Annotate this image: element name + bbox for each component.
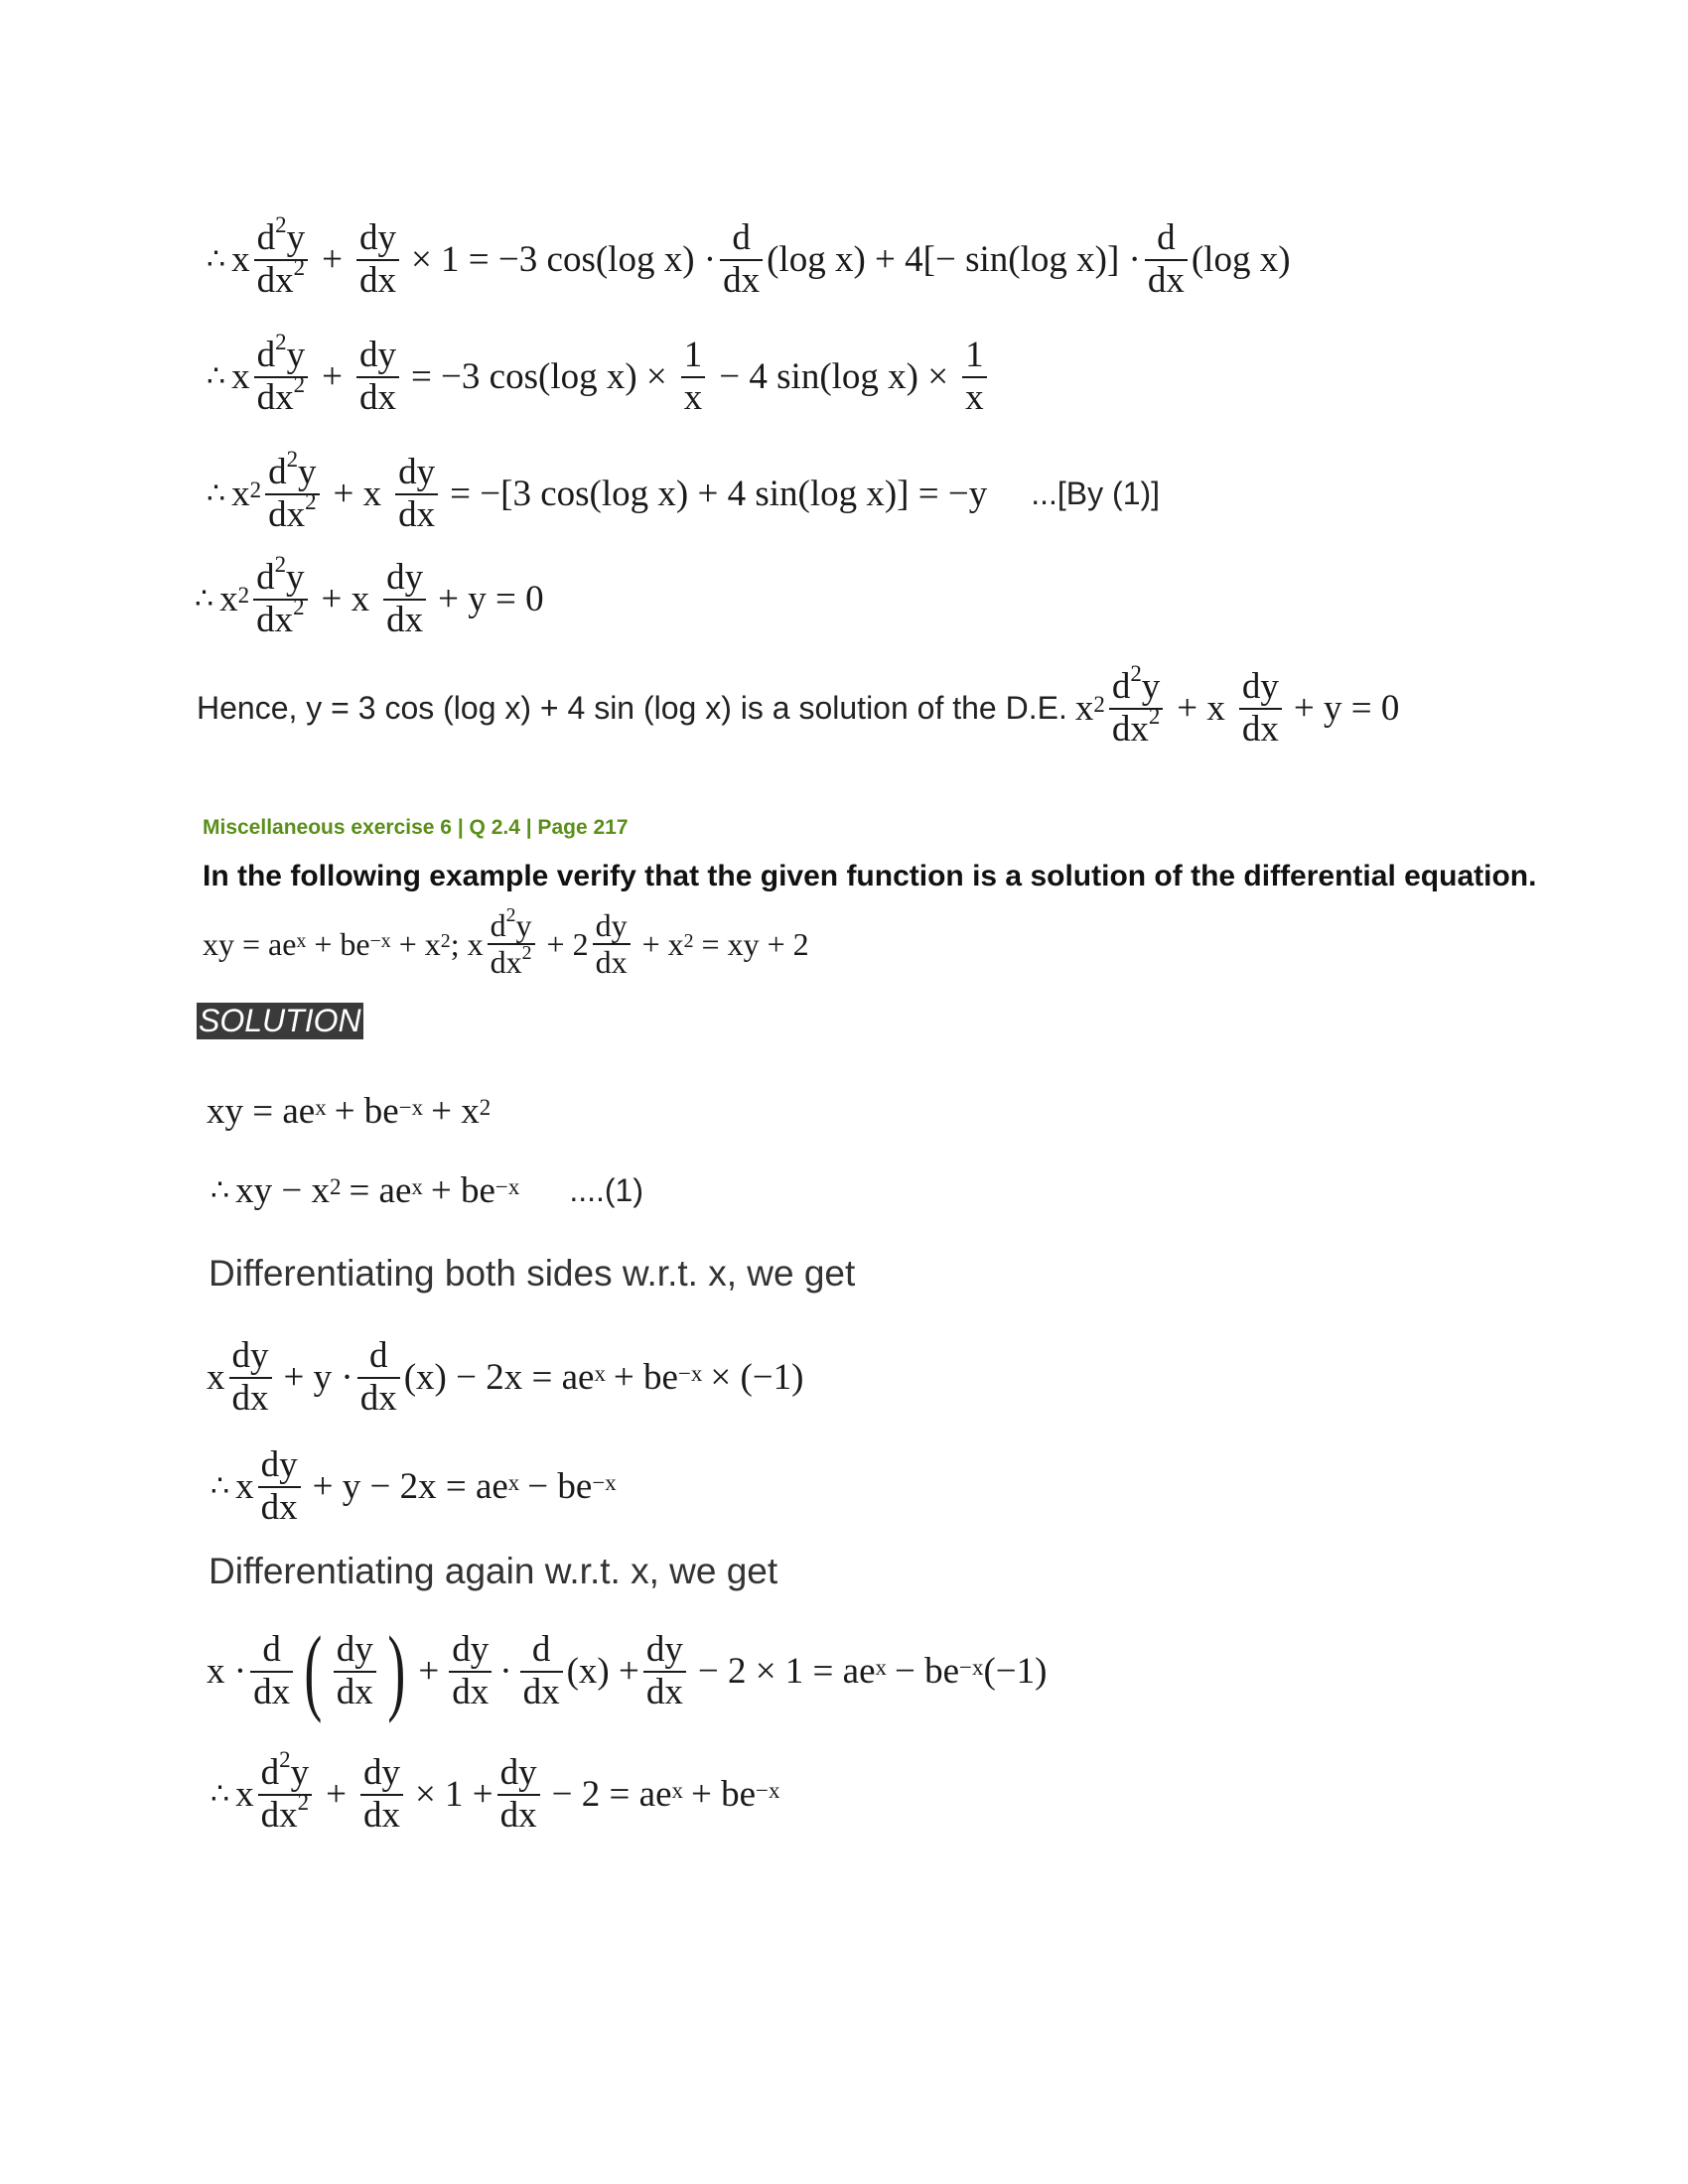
fraction-dy-dx bbox=[356, 336, 399, 418]
frac-den: dx bbox=[395, 493, 438, 536]
expression-text: ; x bbox=[450, 925, 484, 962]
expression-text: · bbox=[499, 1651, 512, 1693]
expression-text: + bbox=[326, 1774, 347, 1816]
expression-text: − 2 × 1 = ae bbox=[697, 1651, 876, 1693]
frac-num: d bbox=[268, 452, 287, 492]
expression-text: = xy + 2 bbox=[701, 925, 809, 962]
conclusion-text: Hence, y = 3 cos (log x) + 4 sin (log x) is a solution of the D.E. bbox=[197, 690, 1067, 727]
expression-text: + y · bbox=[283, 1357, 353, 1399]
frac-num: d bbox=[256, 335, 276, 375]
frac-den: dx bbox=[1145, 259, 1188, 302]
expression-text: + x bbox=[398, 925, 441, 962]
frac-num: dy bbox=[362, 1752, 400, 1793]
frac-num: dy bbox=[358, 335, 396, 375]
var-x: x bbox=[207, 1357, 225, 1399]
expression-text: xy = ae bbox=[203, 925, 297, 962]
expression-text: − 4 sin(log x) × bbox=[719, 356, 949, 398]
expression-text: + be bbox=[613, 1357, 678, 1399]
frac-den: dx bbox=[229, 1377, 272, 1420]
expression-text: + y = 0 bbox=[438, 579, 544, 620]
expression-text: − 2 = ae bbox=[551, 1774, 672, 1816]
exponent: 2 bbox=[275, 212, 287, 238]
exponent: 2 bbox=[293, 371, 306, 397]
exponent: 2 bbox=[521, 941, 532, 964]
plus-sign: + bbox=[322, 356, 343, 398]
solution-line-4: ∴ x $\frac{dy}{dx}$ + y − 2x = ae $^x$ − be $^{-x}$ bbox=[211, 1444, 617, 1528]
frac-den: dx bbox=[449, 1671, 492, 1713]
step-text-2: Differentiating again w.r.t. x, we get bbox=[209, 1551, 778, 1591]
exponent: 2 bbox=[505, 904, 516, 927]
expression-text: + be bbox=[334, 1091, 399, 1132]
frac-den: dx bbox=[497, 1794, 540, 1837]
fraction-dy-dx bbox=[334, 1630, 376, 1712]
expression-text: + 2 bbox=[546, 925, 589, 962]
frac-num: d bbox=[262, 1629, 281, 1670]
frac-num: d bbox=[732, 217, 751, 258]
equation-number: ....(1) bbox=[569, 1172, 643, 1208]
expression-text: + be bbox=[314, 925, 370, 962]
exponent: 2 bbox=[286, 447, 299, 473]
fraction-dy-dx bbox=[593, 908, 631, 980]
fraction-dy-dx bbox=[449, 1630, 492, 1712]
frac-den: dx bbox=[383, 599, 426, 641]
frac-den: dx bbox=[256, 259, 294, 301]
fraction-1-x bbox=[681, 336, 706, 418]
var-x: x bbox=[1074, 688, 1094, 730]
frac-num-end: y bbox=[1141, 666, 1161, 707]
plus-x: + x bbox=[333, 474, 382, 515]
equation-line-1 bbox=[207, 212, 1291, 301]
fraction-d2y-dx2 bbox=[1109, 661, 1163, 750]
var-x: x bbox=[219, 579, 238, 620]
exponent: 2 bbox=[1148, 703, 1161, 729]
frac-den: dx bbox=[256, 599, 294, 640]
expression-text: = ae bbox=[349, 1170, 412, 1211]
exponent: 2 bbox=[293, 594, 305, 619]
frac-num: dy bbox=[336, 1629, 373, 1670]
frac-num: dy bbox=[595, 907, 628, 943]
frac-num-end: y bbox=[298, 452, 317, 492]
plus-x: + x bbox=[321, 579, 370, 620]
therefore-symbol: ∴ bbox=[207, 478, 226, 511]
frac-den: dx bbox=[520, 1671, 563, 1713]
var-x: x bbox=[231, 239, 250, 281]
question-text: In the following example verify that the given function is a solution of the differential equation. bbox=[203, 860, 1537, 892]
expression-text: + be bbox=[430, 1170, 495, 1211]
frac-num: 1 bbox=[683, 335, 703, 375]
step-text-1: Differentiating both sides w.r.t. x, we get bbox=[209, 1253, 856, 1294]
therefore-symbol: ∴ bbox=[211, 1174, 230, 1207]
fraction-1-x bbox=[962, 336, 987, 418]
therefore-symbol: ∴ bbox=[207, 243, 226, 277]
frac-num: dy bbox=[386, 557, 424, 598]
frac-den: dx bbox=[356, 376, 399, 419]
expression-text: xy = ae bbox=[207, 1091, 316, 1132]
frac-den: dx bbox=[360, 1794, 403, 1837]
frac-num-end: y bbox=[286, 557, 305, 598]
frac-num: d bbox=[368, 1335, 388, 1376]
expression-text: + x bbox=[641, 925, 684, 962]
reference-note: ...[By (1)] bbox=[1031, 476, 1161, 512]
expression-text: (x) − 2x = ae bbox=[403, 1357, 595, 1399]
frac-den: dx bbox=[260, 1794, 298, 1836]
frac-den: dx bbox=[643, 1671, 686, 1713]
expression-text: + x bbox=[431, 1091, 480, 1132]
left-paren: ( bbox=[304, 1617, 323, 1725]
expression-text: xy − x bbox=[235, 1170, 330, 1211]
equation-line-2 bbox=[207, 330, 1001, 418]
expression-text: (−1) bbox=[983, 1651, 1048, 1693]
expression-text: (log x) + 4[− sin(log x)] · bbox=[767, 239, 1141, 281]
frac-den: dx bbox=[268, 493, 306, 535]
solution-line-1: xy = ae $^x$ + be $^{-x}$ + x $^2$ bbox=[207, 1091, 492, 1132]
solution-line-5: x · $\frac{d}{dx}$ ( $\frac{dy}{dx}$ ) + $\frac{dy}{dx}$ · $\frac{d}{dx}$ (x) + $\frac{dy}{dx}$ − 2 × 1 = ae $^x$ − be $^{-x}$ (−1) bbox=[207, 1617, 1048, 1725]
frac-num: d bbox=[256, 217, 276, 258]
var-x: x bbox=[231, 356, 250, 398]
expression-text: + be bbox=[690, 1774, 757, 1816]
frac-den: dx bbox=[490, 944, 522, 981]
frac-num-end: y bbox=[286, 335, 306, 375]
equation-line-4: ∴ x $^2$ $\frac{d^2y}{dx^2}$ + x $\frac{dy}{dx}$ + y = 0 bbox=[195, 552, 544, 640]
therefore-symbol: ∴ bbox=[211, 1470, 230, 1504]
frac-num: dy bbox=[499, 1752, 537, 1793]
frac-num: dy bbox=[398, 452, 436, 492]
fraction-d2y-dx2 bbox=[253, 552, 307, 640]
expression-text: + bbox=[418, 1651, 440, 1693]
plus-x: + x bbox=[1177, 688, 1225, 730]
fraction-dy-dx bbox=[356, 218, 399, 301]
fraction-d2y-dx2 bbox=[258, 1747, 312, 1836]
expression-text: (x) + bbox=[566, 1651, 639, 1693]
exponent: 2 bbox=[305, 488, 317, 514]
solution-line-3: x $\frac{dy}{dx}$ + y · $\frac{d}{dx}$ (x) − 2x = ae $^x$ + be $^{-x}$ × (−1) bbox=[207, 1335, 804, 1419]
exponent: 2 bbox=[274, 552, 287, 578]
fraction-dy-dx bbox=[497, 1753, 540, 1836]
frac-num: d bbox=[490, 907, 506, 943]
exponent: 2 bbox=[1130, 661, 1142, 687]
fraction-d-dx bbox=[1145, 218, 1188, 301]
var-x: x bbox=[235, 1466, 254, 1508]
frac-num: d bbox=[531, 1629, 551, 1670]
fraction-d-dx bbox=[520, 1630, 563, 1712]
fraction-d2y-dx2 bbox=[254, 330, 308, 418]
frac-den: dx bbox=[256, 376, 294, 418]
frac-num: d bbox=[260, 1752, 280, 1793]
fraction-d-dx bbox=[357, 1336, 400, 1419]
frac-num: dy bbox=[260, 1444, 298, 1485]
solution-badge: SOLUTION bbox=[199, 1003, 361, 1038]
fraction-dy-dx bbox=[643, 1630, 686, 1712]
exponent: 2 bbox=[297, 1789, 310, 1815]
expression-text: (log x) bbox=[1191, 239, 1291, 281]
solution-line-6: ∴ x $\frac{d^2y}{dx^2}$ + $\frac{dy}{dx}$ × 1 + $\frac{dy}{dx}$ − 2 = ae $^x$ + be $^{-x}$ bbox=[211, 1747, 780, 1836]
frac-den: dx bbox=[334, 1671, 376, 1713]
exercise-reference: Miscellaneous exercise 6 | Q 2.4 | Page 217 bbox=[203, 816, 629, 839]
frac-num-end: y bbox=[515, 907, 532, 943]
frac-num: dy bbox=[1241, 666, 1279, 707]
frac-den: dx bbox=[593, 943, 631, 980]
plus-sign: + bbox=[322, 239, 343, 281]
frac-den: dx bbox=[258, 1486, 301, 1529]
fraction-dy-dx bbox=[383, 558, 426, 640]
solution-badge-row bbox=[197, 1003, 363, 1039]
expression-text: × (−1) bbox=[710, 1357, 804, 1399]
fraction-dy-dx bbox=[1239, 667, 1282, 750]
expression-text: = −3 cos(log x) × bbox=[410, 356, 667, 398]
given-equation: xy = ae $^x$ + be $^{-x}$ + x $^2$ ; x $\frac{d^2y}{dx^2}$ + 2 $\frac{dy}{dx}$ + x $^2$ = xy + 2 bbox=[203, 904, 809, 981]
frac-den: dx bbox=[1111, 708, 1149, 750]
right-paren: ) bbox=[387, 1617, 406, 1725]
expression-text: × 1 = −3 cos(log x) · bbox=[410, 239, 717, 281]
var-x: x bbox=[235, 1774, 254, 1816]
expression-text: × 1 + bbox=[414, 1774, 493, 1816]
expression-text: x · bbox=[207, 1651, 247, 1693]
fraction-d-dx bbox=[720, 218, 763, 301]
fraction-d2y-dx2 bbox=[265, 447, 319, 535]
fraction-dy-dx bbox=[229, 1336, 272, 1419]
frac-num: dy bbox=[231, 1335, 269, 1376]
exponent: 2 bbox=[279, 1747, 291, 1773]
frac-num: dy bbox=[358, 217, 396, 258]
fraction-dy-dx bbox=[258, 1445, 301, 1528]
expression-text: − be bbox=[895, 1651, 960, 1693]
frac-den: dx bbox=[1239, 708, 1282, 751]
exponent: 2 bbox=[293, 254, 306, 280]
frac-den: dx bbox=[356, 259, 399, 302]
expression-text: + y = 0 bbox=[1293, 688, 1400, 730]
expression-text: = −[3 cos(log x) + 4 sin(log x)] = −y bbox=[450, 474, 988, 515]
frac-num: d bbox=[1157, 217, 1176, 258]
fraction-d2y-dx2 bbox=[254, 212, 308, 301]
exponent: 2 bbox=[275, 330, 287, 355]
frac-den: x bbox=[962, 376, 987, 419]
frac-num: d bbox=[256, 557, 275, 598]
therefore-symbol: ∴ bbox=[195, 583, 214, 616]
frac-den: dx bbox=[250, 1671, 293, 1713]
frac-num-end: y bbox=[290, 1752, 310, 1793]
var-x: x bbox=[231, 474, 250, 515]
frac-num: dy bbox=[645, 1629, 683, 1670]
fraction-d2y-dx2 bbox=[488, 904, 535, 981]
expression-text: − be bbox=[527, 1466, 593, 1508]
solution-line-2: ∴ xy − x $^2$ = ae $^x$ + be $^{-x}$ ....(1) bbox=[211, 1170, 643, 1211]
fraction-d-dx bbox=[250, 1630, 293, 1712]
fraction-dy-dx bbox=[360, 1753, 403, 1836]
frac-den: x bbox=[681, 376, 706, 419]
frac-num: dy bbox=[452, 1629, 490, 1670]
therefore-symbol: ∴ bbox=[207, 360, 226, 394]
fraction-dy-dx bbox=[395, 453, 438, 535]
frac-num: 1 bbox=[965, 335, 984, 375]
expression-text: + y − 2x = ae bbox=[312, 1466, 508, 1508]
frac-num: d bbox=[1111, 666, 1131, 707]
conclusion-line: Hence, y = 3 cos (log x) + 4 sin (log x) is a solution of the D.E. x $^2$ $\frac{d^2y}{dx^2}$ + x $\frac{dy}{dx}$ + y = 0 bbox=[197, 661, 1400, 750]
frac-den: dx bbox=[357, 1377, 400, 1420]
therefore-symbol: ∴ bbox=[211, 1778, 230, 1812]
equation-line-3: ∴ x $^2$ $\frac{d^2y}{dx^2}$ + x $\frac{dy}{dx}$ = −[3 cos(log x) + 4 sin(log x)] = −y ...[By (1)] bbox=[207, 447, 1161, 535]
frac-num-end: y bbox=[286, 217, 306, 258]
frac-den: dx bbox=[720, 259, 763, 302]
